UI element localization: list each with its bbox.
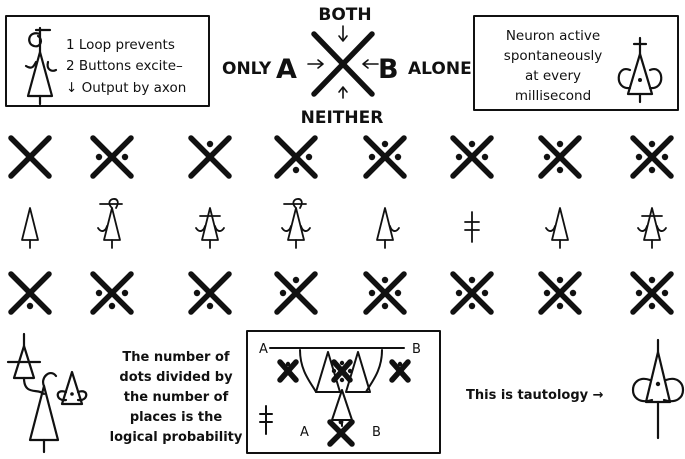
top-row-cell-7 <box>541 138 579 176</box>
dot-left <box>544 290 550 296</box>
grid-row-neurons <box>22 199 666 248</box>
top-row-cell-8 <box>633 138 671 176</box>
top-row-cell-6 <box>453 138 491 176</box>
bottom-row-cell-2 <box>93 274 131 312</box>
neuron-symbol-1-plain <box>22 208 38 248</box>
tautology-neuron-icon <box>633 340 683 438</box>
neuron-symbol-8-buttons-both <box>638 208 666 248</box>
dot-right <box>482 154 488 160</box>
dot-right <box>395 290 401 296</box>
prob-line-1: The number of <box>122 350 230 365</box>
dot-bottom <box>293 167 299 173</box>
dot-left <box>96 290 102 296</box>
top-row-cell-4 <box>277 138 315 176</box>
dot-left <box>636 290 642 296</box>
dot-right <box>122 290 128 296</box>
neuron-symbol-6-threshold-mark <box>465 212 479 242</box>
dot-bottom <box>109 303 115 309</box>
top-row-cell-2 <box>93 138 131 176</box>
legend-neuron-icon <box>26 28 56 104</box>
box-label-b-top: B <box>412 342 421 357</box>
dot-bottom <box>207 303 213 309</box>
bottom-row-cell-4 <box>277 274 315 312</box>
letter-b: B <box>378 54 399 85</box>
dot-top <box>293 277 299 283</box>
dot-left <box>280 290 286 296</box>
letter-a: A <box>276 54 297 85</box>
dot-left <box>369 290 375 296</box>
dot-left <box>544 154 550 160</box>
tautology-text: This is tautology → <box>466 388 604 403</box>
dot-right <box>662 154 668 160</box>
neuron-symbol-5-buttons-right <box>377 208 399 248</box>
dot-bottom <box>557 167 563 173</box>
box-label-a-top: A <box>259 342 268 357</box>
spontaneous-neuron-icon <box>619 38 662 102</box>
prob-line-5: logical probability <box>109 430 243 445</box>
dot-top <box>557 277 563 283</box>
legend-line-1: 1 Loop prevents <box>66 37 175 53</box>
dot-left <box>636 154 642 160</box>
box-label-b-bottom: B <box>372 425 381 440</box>
box-label-a-bottom: A <box>300 425 309 440</box>
label-neither: NEITHER <box>300 108 384 128</box>
dot-bottom <box>557 303 563 309</box>
probability-text-block <box>110 350 243 445</box>
top-row-cell-3 <box>191 138 229 176</box>
dot-right <box>482 290 488 296</box>
dot-top <box>382 277 388 283</box>
dot-top <box>649 141 655 147</box>
dot-left <box>96 154 102 160</box>
dot-top <box>382 141 388 147</box>
bottom-row-cell-5 <box>366 274 404 312</box>
dot-top <box>649 277 655 283</box>
dot-right <box>662 290 668 296</box>
dot-top <box>469 277 475 283</box>
label-both: BOTH <box>318 5 372 25</box>
dot-right <box>306 154 312 160</box>
dot-bottom <box>382 303 388 309</box>
legend-line-2: 2 Buttons excite– <box>66 58 183 74</box>
bottom-row-cell-1 <box>11 274 49 312</box>
dot-right <box>570 290 576 296</box>
composite-net-box <box>247 331 440 453</box>
bottom-row-cell-7 <box>541 274 579 312</box>
prob-line-4: places is the <box>129 410 223 425</box>
bottom-row-cell-8 <box>633 274 671 312</box>
dot-left <box>456 154 462 160</box>
neuron-symbol-7-buttons-left <box>546 208 568 248</box>
dot-top <box>469 141 475 147</box>
neuron-chain-illustration <box>8 334 86 452</box>
dot-right <box>122 154 128 160</box>
neuron-symbol-4-loop-top <box>282 199 310 248</box>
neuron-symbol-3-buttons-both <box>196 208 224 248</box>
label-only: ONLY <box>222 59 272 79</box>
bottom-row-cell-3 <box>191 274 229 312</box>
dot-left <box>456 290 462 296</box>
bottom-row-cell-6 <box>453 274 491 312</box>
center-logic-diagram <box>222 5 472 128</box>
label-alone: ALONE <box>408 59 472 79</box>
spont-line-4: millisecond <box>514 88 592 104</box>
dot-top <box>207 141 213 147</box>
neuron-symbol-2-loop-left <box>98 199 122 248</box>
dot-right <box>395 154 401 160</box>
dot-top <box>557 141 563 147</box>
spont-line-3: at every <box>525 68 581 84</box>
dot-bottom <box>649 303 655 309</box>
spont-line-1: Neuron active <box>505 28 601 44</box>
top-row-cell-1 <box>11 138 49 176</box>
dot-bottom <box>27 303 33 309</box>
dot-bottom <box>469 303 475 309</box>
dot-left <box>369 154 375 160</box>
dot-bottom <box>649 167 655 173</box>
legend-box <box>6 16 209 106</box>
grid-row-top <box>11 138 671 176</box>
prob-line-3: the number of <box>123 390 229 405</box>
top-row-cell-5 <box>366 138 404 176</box>
grid-row-bottom <box>11 274 671 312</box>
prob-line-2: dots divided by <box>119 370 233 385</box>
legend-line-3: ↓ Output by axon <box>66 80 187 96</box>
spont-line-2: spontaneously <box>503 48 603 64</box>
dot-left <box>194 290 200 296</box>
spontaneous-box <box>474 16 678 110</box>
